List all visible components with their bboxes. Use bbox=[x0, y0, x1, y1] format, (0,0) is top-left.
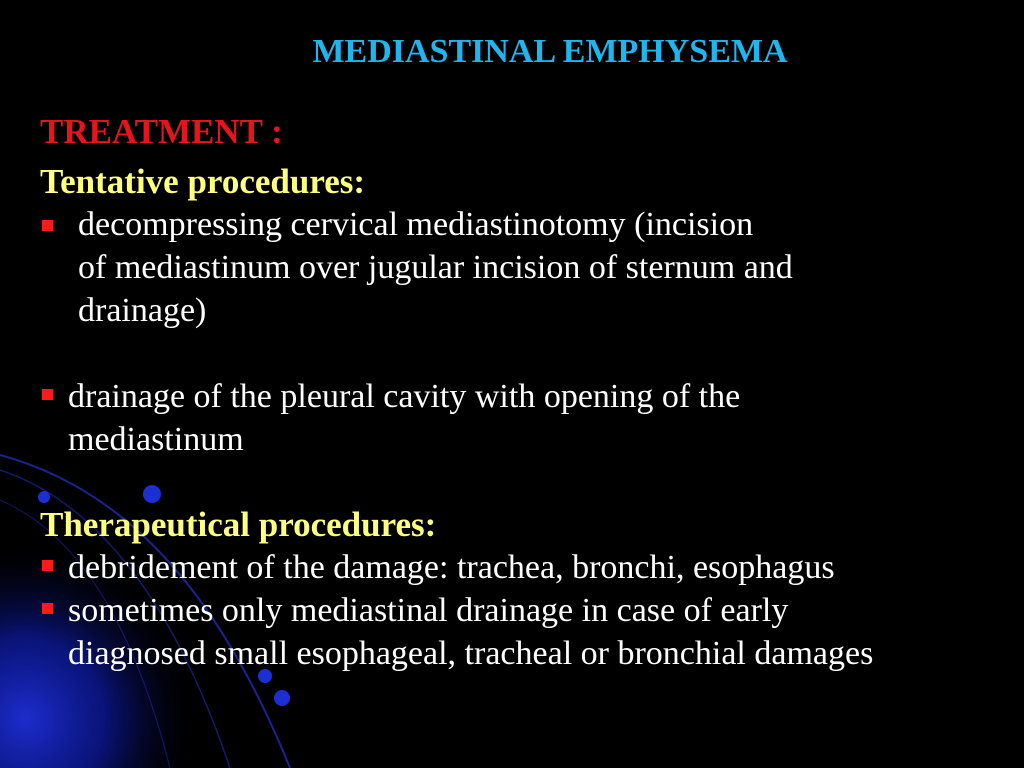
bullet-square-icon bbox=[42, 560, 53, 571]
therapeutical-procedures-heading: Therapeutical procedures: bbox=[40, 505, 437, 544]
tentative-procedures-heading: Tentative procedures: bbox=[40, 162, 366, 201]
list-item-line: diagnosed small esophageal, tracheal or bronchial damages bbox=[68, 635, 874, 672]
list-item-line: decompressing cervical mediastinotomy (incision bbox=[78, 206, 754, 243]
bullet-square-icon bbox=[42, 220, 53, 231]
list-item-line: drainage of the pleural cavity with opening of the bbox=[68, 378, 741, 415]
list-item-line: sometimes only mediastinal drainage in case of early bbox=[68, 592, 789, 629]
list-item-line: debridement of the damage: trachea, bronchi, esophagus bbox=[68, 549, 835, 586]
treatment-heading: TREATMENT : bbox=[40, 112, 283, 151]
list-item-line: mediastinum bbox=[68, 421, 244, 458]
list-item-line: of mediastinum over jugular incision of sternum and bbox=[78, 249, 793, 286]
bullet-square-icon bbox=[42, 603, 53, 614]
list-item-line: drainage) bbox=[78, 292, 207, 329]
slide-title: MEDIASTINAL EMPHYSEMA bbox=[312, 33, 788, 70]
bullet-square-icon bbox=[42, 389, 53, 400]
